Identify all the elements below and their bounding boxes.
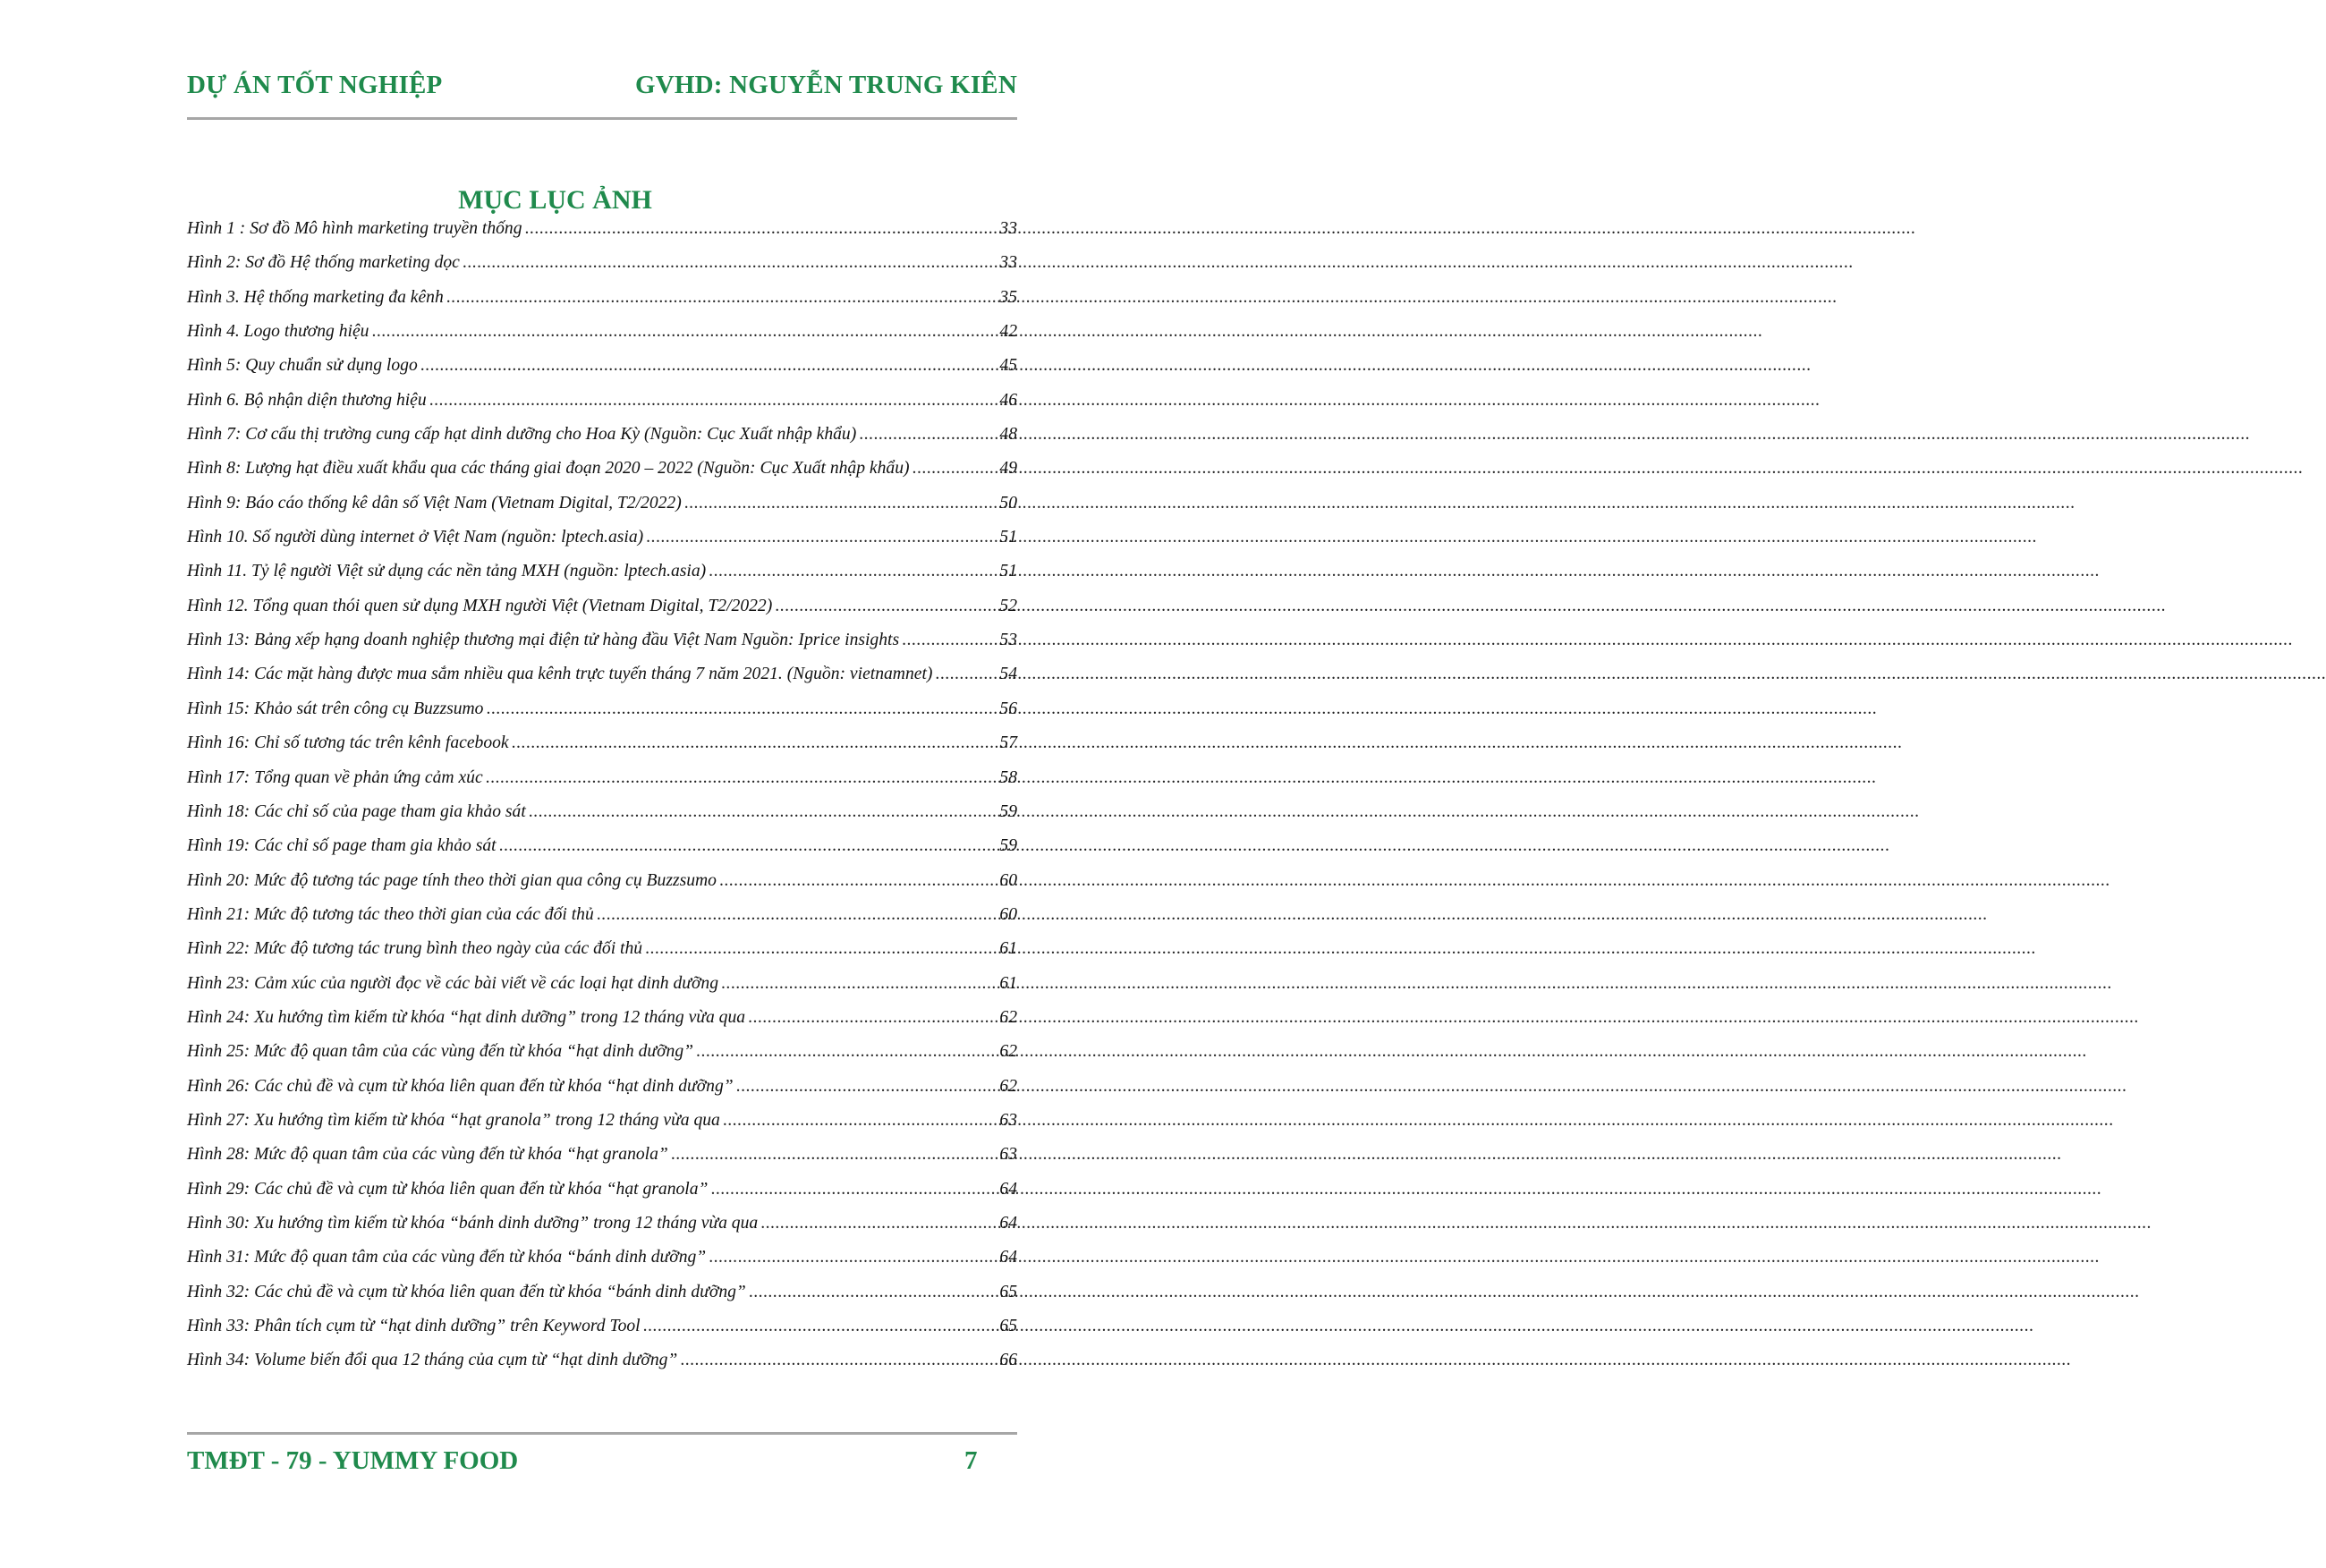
toc-entry-title: Hình 13: Bảng xếp hạng doanh nghiệp thương mại điện tử hàng đầu Việt Nam Nguồn: Iprice insights [187,631,900,650]
toc-dot-leader [935,665,995,684]
toc-entry-page: 45 [999,356,1017,376]
toc-entry-title: Hình 18: Các chỉ số của page tham gia khảo sát [187,801,526,821]
toc-entry-title: Hình 21: Mức độ tương tác theo thời gian của các đối thủ [187,904,594,924]
toc-entry-page: 64 [999,1179,1017,1199]
toc-entry-page: 62 [999,1042,1017,1062]
toc-entry-title: Hình 24: Xu hướng tìm kiếm từ khóa “hạt dinh dưỡng” trong 12 tháng vừa qua [187,1007,746,1027]
header-supervisor: GVHD: NGUYỄN TRUNG KIÊN [634,70,1017,99]
toc-entry-title: Hình 26: Các chủ đề và cụm từ khóa liên quan đến từ khóa “hạt dinh dưỡng” [187,1076,734,1096]
toc-entry-page: 59 [999,801,1017,821]
toc-dot-leader [671,1145,995,1165]
toc-dot-leader [902,631,995,650]
toc-entry-page: 46 [999,390,1017,410]
toc-dot-leader [913,459,995,479]
toc-entry-title: Hình 17: Tổng quan về phản ứng cảm xúc [187,767,483,787]
toc-dot-leader [760,1214,995,1233]
toc-dot-leader [646,528,995,547]
toc-entry-title: Hình 15: Khảo sát trên công cụ Buzzsumo [187,699,484,718]
toc-entry-title: Hình 27: Xu hướng tìm kiếm từ khóa “hạt granola” trong 12 tháng vừa qua [187,1110,720,1130]
toc-entry-title: Hình 22: Mức độ tương tác trung bình theo ngày của các đối thủ [187,939,643,959]
toc-entry-title: Hình 6. Bộ nhận diện thương hiệu [187,390,427,410]
toc-entry-page: 64 [999,1248,1017,1267]
toc-entry-page: 61 [999,973,1017,993]
toc-entry[interactable] [187,905,1017,939]
toc-entry-title: Hình 25: Mức độ quan tâm của các vùng đến từ khóa “hạt dinh dưỡng” [187,1042,694,1062]
toc-entry-page: 63 [999,1145,1017,1165]
toc-entry-page: 59 [999,836,1017,856]
toc-entry[interactable] [187,597,1017,631]
toc-dot-leader [736,1077,995,1097]
toc-entry-title: Hình 33: Phân tích cụm từ “hạt dinh dưỡng” trên Keyword Tool [187,1317,641,1335]
toc-dot-leader [525,219,995,239]
toc-entry[interactable] [187,802,1017,836]
toc-entry[interactable] [187,1180,1017,1214]
toc-dot-leader [684,494,995,513]
toc-entry-page: 52 [999,596,1017,615]
toc-entry-title: Hình 34: Volume biến đổi qua 12 tháng của cụm từ “hạt dinh dưỡng” [187,1351,678,1370]
toc-entry[interactable] [187,425,1017,459]
toc-entry[interactable] [187,1317,1017,1351]
toc-dot-leader [749,1283,995,1302]
toc-entry[interactable] [187,391,1017,425]
toc-entry[interactable] [187,356,1017,390]
toc-dot-leader [709,1248,995,1267]
toc-entry-title: Hình 11. Tỷ lệ người Việt sử dụng các nền tảng MXH (nguồn: lptech.asia) [187,562,707,581]
toc-entry-title: Hình 30: Xu hướng tìm kiếm từ khóa “bánh dinh dưỡng” trong 12 tháng vừa qua [187,1213,759,1233]
toc-entry-title: Hình 9: Báo cáo thống kê dân số Việt Nam (Vietnam Digital, T2/2022) [187,493,682,513]
toc-entry-title: Hình 19: Các chỉ số page tham gia khảo sát [187,836,497,856]
toc-dot-leader [859,425,995,445]
toc-entry-page: 53 [999,631,1017,650]
toc-dot-leader [486,699,995,719]
toc-dot-leader [723,1111,995,1131]
toc-entry[interactable] [187,939,1017,973]
toc-entry-title: Hình 20: Mức độ tương tác page tính theo thời gian qua công cụ Buzzsumo [187,870,717,890]
toc-entry-page: 65 [999,1282,1017,1301]
toc-entry-page: 66 [999,1351,1017,1370]
toc-dot-leader [463,253,995,273]
toc-entry-page: 64 [999,1213,1017,1233]
toc-dot-leader [775,597,995,616]
toc-entry-title: Hình 10. Số người dùng internet ở Việt Nam (nguồn: lptech.asia) [187,528,644,547]
toc-entry-title: Hình 32: Các chủ đề và cụm từ khóa liên quan đến từ khóa “bánh dinh dưỡng” [187,1282,746,1301]
toc-entry-title: Hình 7: Cơ cấu thị trường cung cấp hạt dinh dưỡng cho Hoa Kỳ (Nguồn: Cục Xuất nhập khẩu) [187,425,857,445]
toc-entry[interactable] [187,562,1017,596]
toc-entry-page: 48 [999,425,1017,445]
toc-entry[interactable] [187,322,1017,356]
toc-entry-page: 63 [999,1110,1017,1130]
toc-entry-page: 58 [999,767,1017,787]
toc-dot-leader [719,871,995,891]
toc-entry[interactable] [187,733,1017,767]
footer-rule [187,1432,1017,1435]
toc-entry-title: Hình 23: Cảm xúc của người đọc về các bài viết về các loại hạt dinh dưỡng [187,973,719,993]
toc-entry-page: 62 [999,1076,1017,1096]
toc-dot-leader [721,974,995,994]
toc-entry[interactable] [187,1111,1017,1145]
toc-dot-leader [748,1008,995,1028]
toc-entry[interactable] [187,1214,1017,1248]
toc-dot-leader [529,802,995,822]
toc-entry[interactable] [187,1351,1017,1385]
toc-entry-title: Hình 3. Hệ thống marketing đa kênh [187,287,444,307]
toc-dot-leader [499,836,995,856]
toc-dot-leader [709,562,995,581]
toc-entry-title: Hình 8: Lượng hạt điều xuất khẩu qua các tháng giai đoạn 2020 – 2022 (Nguồn: Cục Xuất nhập khẩu) [187,459,910,479]
toc-entry-page: 57 [999,733,1017,753]
toc-entry[interactable] [187,1042,1017,1076]
toc-dot-leader [696,1042,995,1062]
toc-entry[interactable] [187,1008,1017,1042]
toc-dot-leader [446,288,995,308]
toc-entry-page: 60 [999,870,1017,890]
toc-entry-page: 65 [999,1317,1017,1335]
header-project-title: DỰ ÁN TỐT NGHIỆP [187,70,443,99]
toc-entry-title: Hình 16: Chỉ số tương tác trên kênh facebook [187,733,509,753]
toc-entry[interactable] [187,699,1017,733]
toc-dot-leader [486,768,995,788]
toc-entry-title: Hình 4. Logo thương hiệu [187,322,369,342]
toc-entry-page: 54 [999,665,1017,684]
toc-entry-page: 35 [999,287,1017,307]
toc-entry[interactable] [187,1283,1017,1317]
page-footer [187,1443,1017,1482]
toc-entry-page: 61 [999,939,1017,959]
toc-entry[interactable] [187,219,1017,253]
toc-entry[interactable] [187,1145,1017,1179]
toc-dot-leader [710,1180,995,1199]
toc-dot-leader [680,1351,995,1370]
footer-page-number: 7 [964,1446,978,1475]
toc-entry[interactable] [187,494,1017,528]
toc-entry[interactable] [187,836,1017,870]
toc-entry-title: Hình 28: Mức độ quan tâm của các vùng đến từ khóa “hạt granola” [187,1145,668,1165]
toc-entry-page: 51 [999,562,1017,581]
toc-entry[interactable] [187,253,1017,287]
toc-entry-title: Hình 5: Quy chuẩn sử dụng logo [187,356,418,376]
table-of-figures [187,219,1017,1386]
toc-entry-page: 33 [999,253,1017,273]
toc-entry[interactable] [187,528,1017,562]
toc-entry[interactable] [187,459,1017,493]
toc-entry-title: Hình 31: Mức độ quan tâm của các vùng đến từ khóa “bánh dinh dưỡng” [187,1248,707,1267]
toc-dot-leader [429,391,995,411]
toc-entry[interactable] [187,974,1017,1008]
toc-entry-title: Hình 12. Tổng quan thói quen sử dụng MXH người Việt (Vietnam Digital, T2/2022) [187,596,773,615]
toc-entry-page: 56 [999,699,1017,718]
toc-entry[interactable] [187,768,1017,802]
toc-entry-page: 49 [999,459,1017,479]
toc-entry[interactable] [187,665,1017,699]
header-rule [187,117,1017,120]
page-title: MỤC LỤC ẢNH [458,185,652,215]
page-header [187,63,1017,107]
toc-entry-page: 62 [999,1007,1017,1027]
toc-entry-title: Hình 1 : Sơ đồ Mô hình marketing truyền thống [187,219,522,238]
toc-entry-page: 51 [999,528,1017,547]
toc-entry-page: 50 [999,493,1017,513]
toc-dot-leader [420,356,995,376]
toc-entry[interactable] [187,631,1017,665]
toc-entry[interactable] [187,288,1017,322]
footer-project-label: TMĐT - 79 - YUMMY FOOD [187,1446,519,1475]
toc-entry[interactable] [187,871,1017,905]
toc-dot-leader [371,322,995,342]
toc-entry-title: Hình 14: Các mặt hàng được mua sắm nhiều qua kênh trực tuyến tháng 7 năm 2021. (Nguồn: vietnamnet) [187,665,933,684]
toc-entry[interactable] [187,1248,1017,1282]
toc-entry-page: 33 [999,219,1017,238]
toc-entry-page: 60 [999,904,1017,924]
toc-dot-leader [512,733,995,753]
toc-entry[interactable] [187,1077,1017,1111]
toc-entry-title: Hình 29: Các chủ đề và cụm từ khóa liên quan đến từ khóa “hạt granola” [187,1179,709,1199]
toc-entry-page: 42 [999,322,1017,342]
toc-dot-leader [597,905,995,925]
toc-dot-leader [645,939,995,959]
toc-entry-title: Hình 2: Sơ đồ Hệ thống marketing dọc [187,253,460,273]
toc-dot-leader [643,1317,995,1336]
